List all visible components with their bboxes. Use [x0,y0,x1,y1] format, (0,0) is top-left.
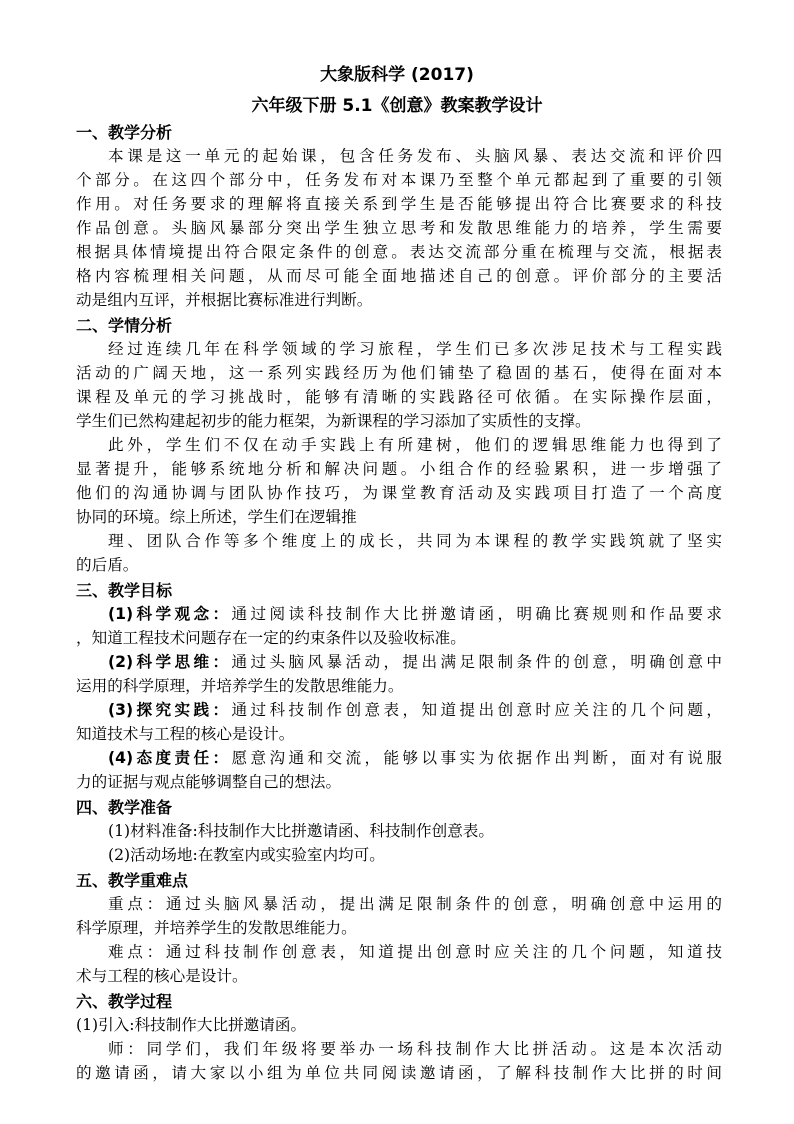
paragraph-line: 重点：通过头脑风暴活动，提出满足限制条件的创意，明确创意中运用的 [108,895,722,913]
paragraph-line: 的邀请函，请大家以小组为单位共同阅读邀请函，了解科技制作大比拼的时间 [76,1064,722,1082]
paragraph-line: (1)引入:科技制作大比拼邀请函。 [76,1016,307,1034]
paragraph-line: 此外，学生们不仅在动手实践上有所建树，他们的逻辑思维能力也得到了 [108,436,722,454]
goal-text: 通过阅读科技制作大比拼邀请函，明确比赛规则和作品要求 [231,605,722,623]
paragraph-line: ，知道工程技术问题存在一定的约束条件以及验收标准。 [76,629,466,647]
paragraph-line: 师：同学们，我们年级将要举办一场科技制作大比拼活动。这是本次活动 [108,1040,722,1058]
section-heading-analysis: 一、教学分析 [76,123,173,142]
paragraph-line: 的后盾。 [76,556,139,574]
paragraph-line: 知道技术与工程的核心是设计。 [76,725,295,743]
goal-label: (3)探究实践： [108,701,232,719]
paragraph-line: 理、团队合作等多个维度上的成长，共同为本课程的教学实践筑就了坚实 [108,532,722,550]
paragraph-line: 学生们已然构建起初步的能力框架，为新课程的学习添加了实质性的支撑。 [76,412,591,430]
paragraph-line: 力的证据与观点能够调整自己的想法。 [76,773,342,791]
paragraph-line: 本课是这一单元的起始课，包含任务发布、头脑风暴、表达交流和评价四 [108,147,722,165]
paragraph-line: 运用的科学原理，并培养学生的发散思维能力。 [76,677,404,695]
goal-label: (2)科学思维： [108,653,232,671]
paragraph-line: 难点：通过科技制作创意表，知道提出创意时应关注的几个问题，知道技 [108,943,722,961]
paragraph-line: 根据具体情境提出符合限定条件的创意。表达交流部分重在梳理与交流，根据表 [76,243,722,261]
document-title: 大象版科学 (2017) [320,65,474,85]
goal-line [108,746,722,770]
paragraph-line: 协同的环境。综上所述，学生们在逻辑推 [76,508,357,526]
paragraph-line: 活动的广阔天地，这一系列实践经历为他们铺垫了稳固的基石，使得在面对本 [76,364,722,382]
paragraph-line: 格内容梳理相关问题，从而尽可能全面地描述自己的创意。评价部分的主要活 [76,267,722,285]
paragraph-line: (1)材料准备:科技制作大比拼邀请函、科技制作创意表。 [108,822,494,840]
goal-label: (4)态度责任： [108,749,232,767]
paragraph-line: 他们的沟通协调与团队协作技巧，为课堂教育活动及实践项目打造了一个高度 [76,484,722,502]
goal-line [108,650,722,674]
paragraph-line: 显著提升，能够系统地分析和解决问题。小组合作的经验累积，进一步增强了 [76,460,722,478]
section-heading-preparation: 四、教学准备 [76,798,173,817]
section-heading-learner: 二、学情分析 [76,316,173,335]
paragraph-line: 作品创意。头脑风暴部分突出学生独立思考和发散思维能力的培养，学生需要 [76,219,722,237]
paragraph-line: 个部分。在这四个部分中，任务发布对本课乃至整个单元都起到了重要的引领 [76,171,722,189]
paragraph-line: 科学原理，并培养学生的发散思维能力。 [76,919,357,937]
goal-text: 通过头脑风暴活动，提出满足限制条件的创意，明确创意中 [231,653,722,671]
paragraph-line: 作用。对任务要求的理解将直接关系到学生是否能够提出符合比赛要求的科技 [76,195,722,213]
paragraph-line: 术与工程的核心是设计。 [76,967,248,985]
goal-text: 愿意沟通和交流，能够以事实为依据作出判断，面对有说服 [231,749,722,767]
section-heading-goals: 三、教学目标 [76,581,173,600]
goal-label: (1)科学观念： [108,605,232,623]
section-heading-process: 六、教学过程 [76,992,173,1011]
goal-text: 通过科技制作创意表，知道提出创意时应关注的几个问题， [231,701,722,719]
document-subtitle: 六年级下册 5.1《创意》教案教学设计 [251,96,543,116]
paragraph-line: 动是组内互评，并根据比赛标准进行判断。 [76,291,373,309]
goal-line [108,698,722,722]
paragraph-line: 经过连续几年在科学领域的学习旅程，学生们已多次涉足技术与工程实践 [108,340,722,358]
goal-line [108,602,722,626]
paragraph-line: (2)活动场地:在教室内或实验室内均可。 [108,846,385,864]
section-heading-key-points: 五、教学重难点 [76,871,189,890]
paragraph-line: 课程及单元的学习挑战时，能够有清晰的实践路径可依循。在实际操作层面， [76,388,722,406]
